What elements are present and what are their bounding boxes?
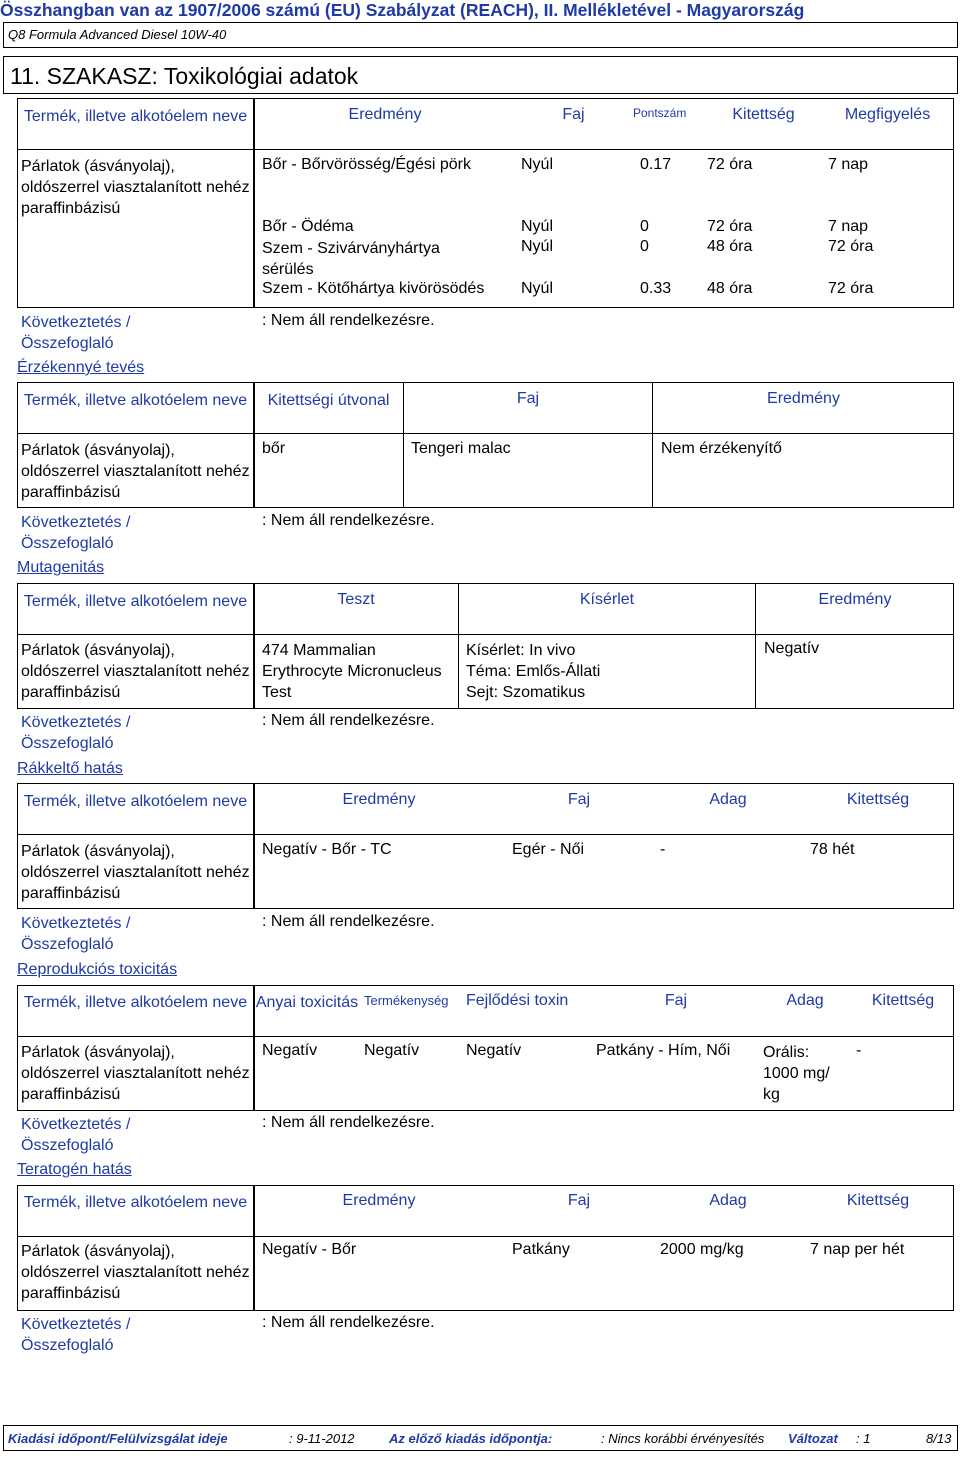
col-header-species: Faj	[516, 390, 540, 407]
col-header-score: Pontszám	[633, 106, 687, 120]
col-header-dose: Adag	[786, 992, 824, 1009]
conclusion-label: Következtetés / Összefoglaló	[21, 314, 131, 352]
irr-row3-score: 0	[640, 238, 649, 255]
irr-row1-exposure: 72 óra	[707, 156, 753, 173]
conclusion-label: Következtetés / Összefoglaló	[21, 514, 131, 552]
product-name: Párlatok (ásványolaj), oldószerrel viasztalanított nehéz paraffinbázisú	[21, 1044, 250, 1103]
document-header-title: Összhangban van az 1907/2006 számú (EU) Szabályzat (REACH), II. Mellékletével - Magyarország	[0, 0, 805, 20]
sens-species: Tengeri malac	[411, 440, 511, 457]
col-header-result: Eredmény	[348, 106, 422, 123]
col-header-exposure: Kitettség	[846, 791, 910, 808]
product-col-header: Termék, illetve alkotóelem neve	[23, 1194, 248, 1211]
section-mutagenicity-title: Mutagenitás	[17, 559, 105, 576]
col-header-test: Teszt	[337, 591, 375, 608]
col-header-species: Faj	[664, 992, 688, 1009]
irr-row3-result: Szem - Szivárványhártya sérülés	[262, 240, 440, 278]
conclusion-value: : Nem áll rendelkezésre.	[262, 913, 435, 930]
terat-species: Patkány	[512, 1241, 570, 1258]
footer-version-label: Változat	[788, 1431, 838, 1446]
irr-row1-observation: 7 nap	[828, 156, 869, 173]
irr-row2-observation: 7 nap	[828, 218, 869, 235]
footer-issue-value: : 9-11-2012	[289, 1431, 355, 1446]
carc-result: Negatív - Bőr - TC	[262, 841, 392, 858]
product-col-header: Termék, illetve alkotóelem neve	[23, 793, 248, 810]
irr-row1-score: 0.17	[640, 156, 672, 173]
col-header-experiment: Kísérlet	[579, 591, 635, 608]
irr-row3-observation: 72 óra	[828, 238, 874, 255]
col-header-result: Eredmény	[342, 1192, 416, 1209]
conclusion-value: : Nem áll rendelkezésre.	[262, 512, 435, 529]
section-title: 11. SZAKASZ: Toxikológiai adatok	[3, 56, 958, 94]
col-header-maternal-toxicity: Anyai toxicitás	[255, 994, 359, 1011]
repro-species: Patkány - Hím, Női	[596, 1042, 731, 1059]
sens-result: Nem érzékenyítő	[661, 440, 782, 457]
irr-row4-exposure: 48 óra	[707, 280, 753, 297]
terat-dose: 2000 mg/kg	[660, 1241, 744, 1258]
conclusion-label: Következtetés / Összefoglaló	[21, 915, 131, 953]
section-carcinogenicity-title: Rákkeltő hatás	[17, 760, 123, 777]
repro-dose: Orális: 1000 mg/ kg	[763, 1044, 830, 1103]
mut-test: 474 Mammalian Erythrocyte Micronucleus Test	[262, 642, 442, 701]
col-header-fertility: Termékenység	[364, 993, 449, 1008]
carc-dose: -	[660, 841, 666, 858]
footer-previous-label: Az előző kiadás időpontja:	[389, 1431, 553, 1446]
irr-row2-result: Bőr - Ödéma	[262, 218, 354, 235]
col-header-observation: Megfigyelés	[844, 106, 931, 123]
irr-row2-species: Nyúl	[521, 218, 554, 235]
product-name-header: Q8 Formula Advanced Diesel 10W-40	[3, 22, 958, 48]
col-header-exposure: Kitettség	[871, 992, 935, 1009]
irr-row4-species: Nyúl	[521, 280, 554, 297]
col-header-exposure: Kitettség	[846, 1192, 910, 1209]
irr-row4-score: 0.33	[640, 280, 672, 297]
footer-issue-label: Kiadási időpont/Felülvizsgálat ideje	[8, 1431, 228, 1446]
conclusion-label: Következtetés / Összefoglaló	[21, 1316, 131, 1354]
irr-row3-exposure: 48 óra	[707, 238, 753, 255]
col-header-result: Eredmény	[767, 390, 840, 407]
col-header-route: Kitettségi útvonal	[267, 392, 390, 409]
conclusion-value: : Nem áll rendelkezésre.	[262, 1314, 435, 1331]
product-col-header: Termék, illetve alkotóelem neve	[23, 593, 248, 610]
product-col-header: Termék, illetve alkotóelem neve	[23, 108, 248, 125]
section-sensitization-title: Érzékennyé tevés	[17, 359, 145, 376]
irr-row2-exposure: 72 óra	[707, 218, 753, 235]
carc-exposure: 78 hét	[810, 841, 855, 858]
irr-row4-observation: 72 óra	[828, 280, 874, 297]
irr-row1-species: Nyúl	[521, 156, 554, 173]
product-col-header: Termék, illetve alkotóelem neve	[23, 994, 248, 1011]
col-header-exposure: Kitettség	[732, 106, 795, 123]
repro-maternal: Negatív	[262, 1042, 318, 1059]
repro-developmental: Negatív	[466, 1042, 522, 1059]
mut-experiment: Kísérlet: In vivo Téma: Emlős-Állati Sejt: Szomatikus	[466, 642, 601, 701]
conclusion-value: : Nem áll rendelkezésre.	[262, 712, 435, 729]
irr-row3-species: Nyúl	[521, 238, 554, 255]
conclusion-label: Következtetés / Összefoglaló	[21, 1116, 131, 1154]
footer-page-number: 8/13	[926, 1431, 952, 1446]
col-header-result: Eredmény	[342, 791, 416, 808]
section-teratogenicity-title: Teratogén hatás	[17, 1161, 132, 1178]
conclusion-value: : Nem áll rendelkezésre.	[262, 312, 435, 329]
col-header-species: Faj	[567, 1192, 591, 1209]
conclusion-value: : Nem áll rendelkezésre.	[262, 1114, 435, 1131]
col-header-developmental-toxin: Fejlődési toxin	[466, 992, 569, 1009]
product-name: Párlatok (ásványolaj), oldószerrel viasztalanított nehéz paraffinbázisú	[21, 442, 250, 501]
irr-row1-result: Bőr - Bőrvörösség/Égési pörk	[262, 156, 471, 173]
footer-version-value: : 1	[856, 1431, 871, 1446]
col-header-dose: Adag	[709, 1192, 747, 1209]
footer-previous-value: : Nincs korábbi érvényesítés	[601, 1431, 765, 1446]
irr-row4-result: Szem - Kötőhártya kivörösödés	[262, 280, 485, 297]
product-col-header: Termék, illetve alkotóelem neve	[23, 392, 248, 409]
col-header-species: Faj	[567, 791, 591, 808]
page-footer	[3, 1425, 958, 1451]
product-name: Párlatok (ásványolaj), oldószerrel viasztalanított nehéz paraffinbázisú	[21, 843, 250, 902]
repro-fertility: Negatív	[364, 1042, 420, 1059]
col-header-dose: Adag	[709, 791, 747, 808]
conclusion-label: Következtetés / Összefoglaló	[21, 714, 131, 752]
carc-species: Egér - Női	[512, 841, 585, 858]
terat-result: Negatív - Bőr	[262, 1241, 357, 1258]
repro-exposure: -	[856, 1042, 862, 1059]
mut-result: Negatív	[764, 640, 820, 657]
sens-route: bőr	[262, 440, 286, 457]
product-name: Párlatok (ásványolaj), oldószerrel viasztalanított nehéz paraffinbázisú	[21, 1243, 250, 1302]
col-header-result: Eredmény	[818, 591, 892, 608]
product-name: Párlatok (ásványolaj), oldószerrel viasztalanított nehéz paraffinbázisú	[21, 158, 250, 217]
col-header-species: Faj	[562, 106, 585, 123]
terat-exposure: 7 nap per hét	[810, 1241, 905, 1258]
irr-row2-score: 0	[640, 218, 649, 235]
section-reproductive-title: Reprodukciós toxicitás	[17, 961, 178, 978]
product-name: Párlatok (ásványolaj), oldószerrel viasztalanított nehéz paraffinbázisú	[21, 642, 250, 701]
